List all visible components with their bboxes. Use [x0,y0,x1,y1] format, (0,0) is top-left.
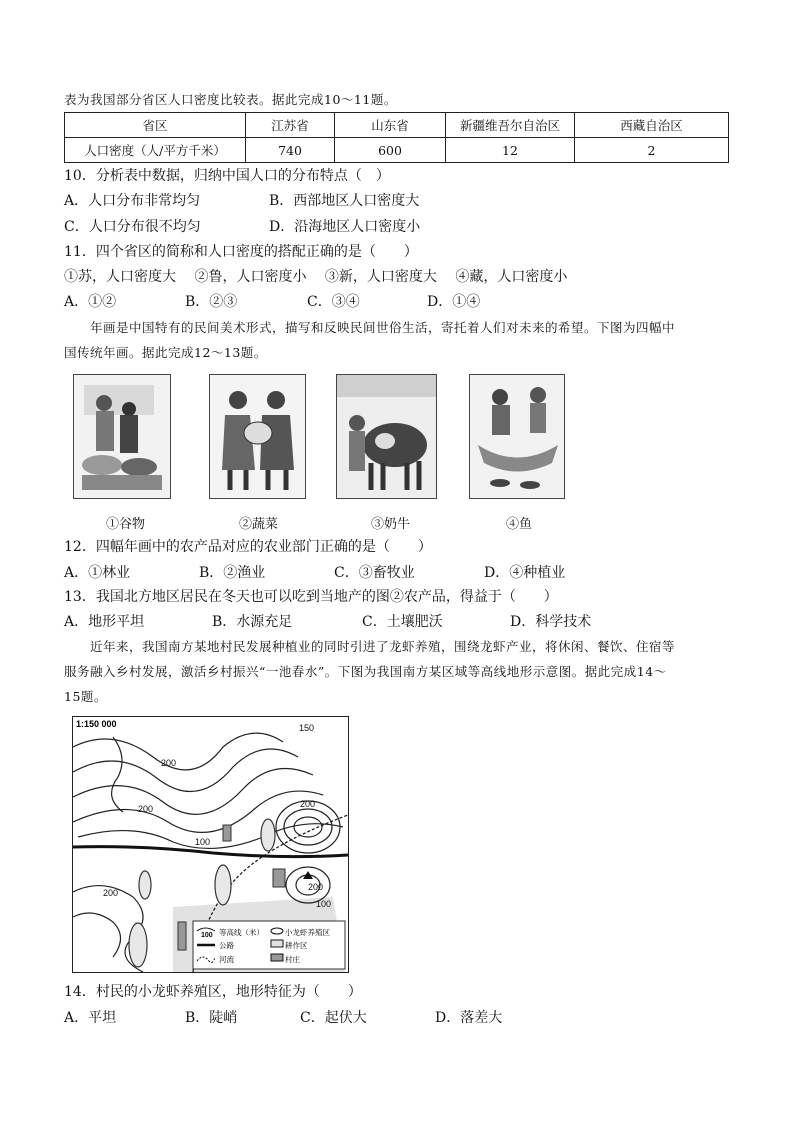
contour-label: 100 [316,899,332,909]
intro-text-table: 表为我国部分省区人口密度比较表。据此完成10～11题。 [64,92,397,107]
contour-label: 200 [138,804,154,814]
legend-cultivated: 耕作区 [285,941,308,950]
option-b[interactable]: B．陡峭 [185,1010,238,1026]
contour-map-drawing [73,717,348,972]
table-header-cell: 新疆维吾尔自治区 [446,113,575,138]
option-c[interactable]: C．土壤肥沃 [362,614,443,630]
table-cell: 2 [575,138,729,163]
caption-fish: ④鱼 [506,517,533,532]
legend-river: 河流 [219,955,234,964]
contour-label: 150 [299,723,315,733]
option-a[interactable]: A．人口分布非常均匀 [64,193,201,209]
option-d[interactable]: D．沿海地区人口密度小 [269,219,421,235]
table-cell: 12 [446,138,575,163]
contour-label: 200 [161,758,177,768]
table-header-row [65,113,729,138]
option-b[interactable]: B．②③ [185,294,238,310]
option-b[interactable]: B．水源充足 [212,614,293,630]
option-a[interactable]: A．①② [64,294,117,310]
intro-text-paintings-1: 年画是中国特有的民间美术形式，描写和反映民间世俗生活，寄托着人们对未来的希望。下图为四幅中 [90,320,676,335]
option-c[interactable]: C．人口分布很不均匀 [64,219,201,235]
legend-village: 村庄 [285,955,300,964]
contour-label: 100 [195,837,211,847]
painting-grain-illustration [74,375,170,498]
map-legend [193,921,345,969]
option-a[interactable]: A．①林业 [64,565,131,581]
painting-dairy-cow-illustration [337,375,436,498]
question-10-stem: 10．分析表中数据，归纳中国人口的分布特点（ ） [64,168,390,184]
table-header-cell: 山东省 [335,113,446,138]
table-cell: 600 [335,138,446,163]
option-a[interactable]: A．地形平坦 [64,614,145,630]
caption-vegetables: ②蔬菜 [239,517,279,532]
intro-text-crayfish-1: 近年来，我国南方某地村民发展种植业的同时引进了龙虾养殖，围绕龙虾产业，将休闲、餐饮、住宿等 [90,639,676,654]
painting-dairy-cow [336,374,437,499]
table-header-cell: 省区 [65,113,246,138]
question-11-stem: 11．四个省区的简称和人口密度的搭配正确的是（ ） [64,244,418,260]
legend-crayfish: 小龙虾养殖区 [285,928,330,937]
option-b[interactable]: B．西部地区人口密度大 [269,193,420,209]
table-header-cell: 江苏省 [246,113,335,138]
option-d[interactable]: D．④种植业 [484,565,566,581]
contour-label: 200 [300,799,316,809]
painting-vegetables-illustration [210,375,305,498]
option-c[interactable]: C．起伏大 [300,1010,367,1026]
contour-map [72,716,349,973]
table-cell: 740 [246,138,335,163]
caption-dairy-cow: ③奶牛 [371,517,411,532]
population-density-table [64,112,729,163]
option-b[interactable]: B．②渔业 [199,565,266,581]
option-d[interactable]: D．科学技术 [510,614,592,630]
painting-fish [469,374,565,499]
painting-vegetables [209,374,306,499]
contour-label: 200 [103,888,119,898]
contour-label: 200 [308,882,324,892]
option-a[interactable]: A．平坦 [64,1010,117,1026]
option-d[interactable]: D．落差大 [435,1010,503,1026]
intro-text-crayfish-3: 15题。 [64,689,107,704]
legend-contour: 等高线（米） [219,928,264,937]
painting-grain [73,374,171,499]
option-d[interactable]: D．①④ [427,294,481,310]
table-header-cell: 西藏自治区 [575,113,729,138]
question-12-stem: 12．四幅年画中的农产品对应的农业部门正确的是（ ） [64,539,432,555]
caption-grain: ①谷物 [106,517,146,532]
intro-text-paintings-2: 国传统年画。据此完成12～13题。 [64,345,267,360]
painting-fish-illustration [470,375,564,498]
intro-text-crayfish-2: 服务融入乡村发展，激活乡村振兴“一池春水”。下图为我国南方某区域等高线地形示意图。据此完成14～ [64,664,667,679]
map-scale: 1:150 000 [76,719,117,729]
table-row [65,138,729,163]
question-14-stem: 14．村民的小龙虾养殖区，地形特征为（ ） [64,984,362,1000]
question-13-stem: 13．我国北方地区居民在冬天也可以吃到当地产的图②农产品，得益于（ ） [64,589,558,605]
option-c[interactable]: C．③④ [307,294,360,310]
option-c[interactable]: C．③畜牧业 [334,565,415,581]
legend-road: 公路 [219,941,234,950]
question-11-items: ①苏，人口密度大 ②鲁，人口密度小 ③新，人口密度大 ④藏，人口密度小 [64,269,568,285]
table-row-label: 人口密度（人/平方千米） [65,138,246,163]
legend-contour-value: 100 [201,932,213,939]
